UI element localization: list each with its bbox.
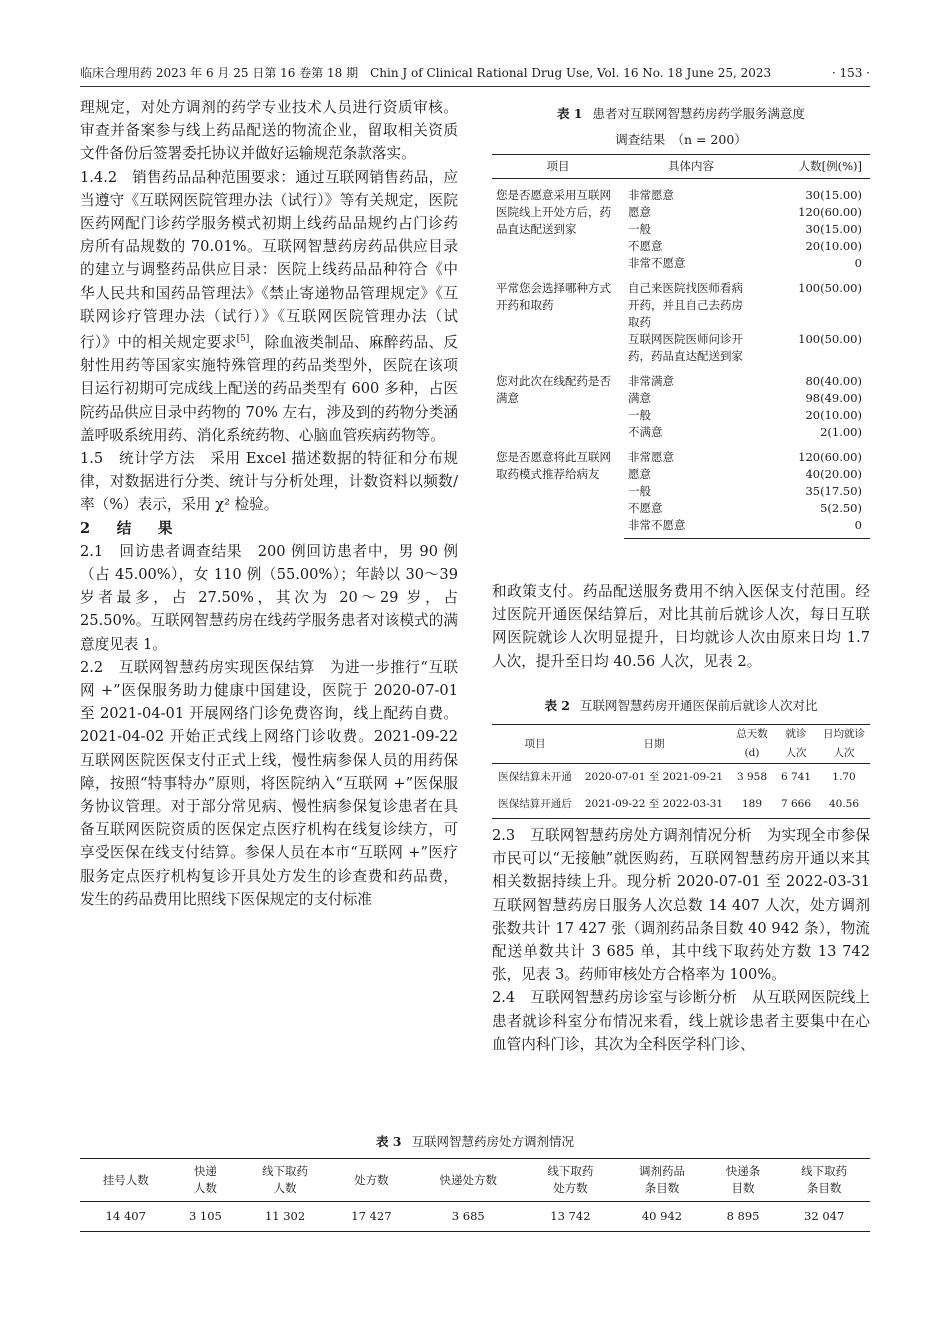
table1-content-cell: 愿意: [628, 205, 651, 219]
table1-count-cell: 5(2.50): [820, 501, 862, 515]
table1-count-cell: 120(60.00): [798, 205, 862, 219]
table3-cell: 32 047: [778, 1202, 870, 1232]
table1-title: 患者对互联网智慧药房药学服务满意度: [592, 106, 806, 121]
table1-content-cell: 不满意: [628, 425, 663, 439]
table3-header-line: 挂号人数: [102, 1172, 149, 1187]
table1-count-cell: 100(50.00): [798, 281, 862, 295]
table3-header-line: 人数: [273, 1181, 297, 1195]
table1-content-cell: 满意: [628, 391, 651, 405]
table3-cell: 3 105: [172, 1202, 240, 1232]
table2-header-days-unit: (d): [730, 744, 774, 764]
table3-header-row: [80, 1159, 870, 1202]
table3-cell: 40 942: [616, 1202, 708, 1232]
table1-count-cell: 2(1.00): [820, 425, 862, 439]
table1-content-cell: 非常不愿意: [628, 256, 686, 270]
table3-label: 表 3: [375, 1134, 402, 1149]
table1-content-cell: 不愿意: [628, 239, 663, 253]
table3-header-line: 条目数: [806, 1181, 842, 1195]
paragraph-qualification: 理规定，对处方调剂的药学专业技术人员进行资质审核。审查并备案参与线上药品配送的物流企业，留取相关资质文件备份后签署委托协议并做好运输规范条款落实。: [80, 99, 458, 163]
table1-content-cell: 互联网医院医师问诊开药，药品直达配送到家: [628, 332, 743, 363]
table1-header-count: 人数[例(%)]: [758, 155, 870, 179]
table2-header-visits-unit: 人次: [774, 744, 818, 764]
table1-content-cell: 一般: [628, 484, 651, 498]
paragraph-1-4-2-continued: ，除血液类制品、麻醉药品、反射性用药等国家实施特殊管理的药品类型外，医院在该项目运行初期可完成线上配送的药品类型有 600 多种，占医院药品供应目录中药物的 70% 左右，涉及到的药物分类涵盖呼吸系统用药、消化系统药物、心脑血管疾病药物等。: [80, 333, 458, 444]
paragraph-policy-payment: 和政策支付。药品配送服务费用不纳入医保支付范围。经过医院开通医保结算后，对比其前后就诊人次，每日互联网医院就诊人次明显提升，日均就诊人次由原来日均 1.7 人次，提升至日均 40.56 人次，见表 2。: [492, 583, 870, 670]
table1-item-cell: 平常您会选择哪种方式开药和取药: [496, 281, 611, 312]
table3-cell: 3 685: [412, 1202, 525, 1232]
table2-cell: 3 958: [736, 771, 768, 783]
table3-header-line: 目数: [731, 1181, 755, 1195]
table1-count-cell: 80(40.00): [805, 374, 862, 388]
table1-content-cell: 非常不愿意: [624, 517, 758, 539]
table1-content-cell: 一般: [628, 408, 651, 422]
table3-header-line: 线下取药: [262, 1164, 309, 1178]
table1-count-cell: 100(50.00): [798, 332, 862, 346]
table3-header-line: 快递处方数: [439, 1172, 497, 1187]
header-rule: [80, 86, 870, 87]
table-row: [492, 441, 870, 466]
table-row: [492, 179, 870, 205]
paragraph-1-5-statistics: 1.5 统计学方法 采用 Excel 描述数据的特征和分布规律，对数据进行分类、统计与分析处理，计数资料以频数/率（%）表示，采用 χ² 检验。: [80, 449, 458, 514]
right-column-lower: [492, 824, 870, 1056]
table1: [492, 154, 870, 539]
table3-header-line: 条目数: [644, 1181, 680, 1195]
table3-header-line: 人数: [193, 1181, 217, 1195]
paragraph-1-4-2: [80, 166, 458, 447]
table3-cell: 14 407: [80, 1202, 172, 1232]
table2-cell: 40.56: [818, 791, 870, 819]
table1-count-cell: 30(15.00): [805, 188, 862, 202]
table1-content-cell: 一般: [628, 222, 651, 236]
table2-label: 表 2: [544, 698, 571, 713]
table1-header-content: 具体内容: [624, 155, 758, 179]
table3-header-cell: [412, 1159, 525, 1202]
table2-header-days: 总天数: [730, 725, 774, 745]
table1-count-cell: 0: [854, 256, 862, 270]
table1-count-cell: 98(49.00): [805, 391, 862, 405]
table1-count-cell: 30(15.00): [805, 222, 862, 236]
table1-item-cell: 您是否愿意采用互联网医院线上开处方后，药品直达配送到家: [496, 188, 611, 236]
table1-body: [492, 179, 870, 539]
table3-header-cell: [172, 1159, 240, 1202]
table-row: [80, 1202, 870, 1232]
table2-cell: 医保结算开通后: [492, 791, 578, 819]
table2-title: 互联网智慧药房开通医保前后就诊人次对比: [580, 698, 818, 713]
table3-header-line: 线下取药: [547, 1164, 594, 1178]
table1-count-cell: 20(10.00): [805, 408, 862, 422]
table3-cell: 13 742: [525, 1202, 617, 1232]
table3-header-cell: [331, 1159, 412, 1202]
table2-header-item: 项目: [492, 725, 578, 764]
table3-cell: 8 895: [708, 1202, 779, 1232]
paragraph-2-2: 2.2 互联网智慧药房实现医保结算 为进一步推行“互联网 +”医保服务助力健康中国建设，医院于 2020-07-01 至 2021-04-01 开展网络门诊免费咨询，线上配药自费。2021-04-02 开始正式线上网络门诊收费。2021-09-22 互联网医院医保支付正式上线，慢性病参保人员的用药保障，按照“特事特办”原则，将医院纳入“互联网 +”医保服务协议管理。对于部分常见病、慢性病参保复诊患者在具备互联网医院资质的医保定点医疗机构在线复诊续方，可享受医保在线支付结算。参保人员在本市“互联网 +”医疗服务定点医疗机构复诊开具处方发生的诊查费和药品费，发生的药品费用比照线下医保规定的支付标准: [80, 658, 458, 908]
table-row: [492, 272, 870, 331]
table3: [80, 1158, 870, 1232]
table3-header-cell: [525, 1159, 617, 1202]
table3-header-cell: [778, 1159, 870, 1202]
table3-cell: 17 427: [331, 1202, 412, 1232]
right-column-upper: [492, 580, 870, 673]
table2-cell: 6 741: [780, 771, 812, 783]
paragraph-2-1: 2.1 回访患者调查结果 200 例回访患者中，男 90 例（占 45.00%），女 110 例（55.00%）；年龄以 30～39 岁者最多，占 27.50%，其次为 20～29 岁，占 25.50%。互联网智慧药房在线药学服务患者对该模式的满意度见表 1。: [80, 542, 458, 653]
table-row: [492, 365, 870, 390]
running-header: [80, 64, 870, 82]
table3-header-cell: [708, 1159, 779, 1202]
table3-header-cell: [616, 1159, 708, 1202]
table1-count-cell: 40(20.00): [805, 467, 862, 481]
table3-header-line: 处方数: [354, 1172, 389, 1187]
table2-cell: 1.70: [832, 771, 856, 783]
table3-header-line: 线下取药: [801, 1164, 848, 1178]
left-column: [80, 96, 458, 911]
citation-ref: [5]: [236, 334, 250, 345]
table2-header-row-top: [492, 725, 870, 745]
section-heading-results: 2 结 果: [80, 519, 179, 537]
table1-content-cell: 非常满意: [628, 374, 674, 388]
table2-cell: 2020-07-01 至 2021-09-21: [584, 771, 724, 783]
table2-cell: 医保结算未开通: [498, 771, 572, 783]
table1-label: 表 1: [556, 106, 583, 121]
table1-caption: [492, 104, 870, 150]
table2-header-daily: 日均就诊: [818, 725, 870, 745]
table-row: [492, 791, 870, 819]
table2-cell: 2021-09-22 至 2022-03-31: [578, 791, 730, 819]
table1-item-cell: 您是否愿意将此互联网取药模式推荐给病友: [496, 450, 611, 481]
table1-count-cell: 35(17.50): [805, 484, 862, 498]
table1-content-cell: 非常愿意: [628, 450, 674, 464]
paragraph-2-4: 2.4 互联网智慧药房诊室与诊断分析 从互联网医院线上患者就诊科室分布情况来看，线上就诊患者主要集中在心血管内科门诊，其次为全科医学科门诊、: [492, 989, 870, 1053]
table1-content-cell: 不愿意: [628, 501, 663, 515]
table2-cell: 7 666: [774, 791, 818, 819]
table2-header-date: 日期: [578, 725, 730, 764]
table1-subtitle: 调查结果 （n = 200）: [615, 132, 747, 147]
table1-content-cell: 非常愿意: [628, 188, 674, 202]
table1-content-cell: 愿意: [628, 467, 651, 481]
table3-header-cell: [80, 1159, 172, 1202]
table3-header-cell: [239, 1159, 331, 1202]
paragraph-2-3: 2.3 互联网智慧药房处方调剂情况分析 为实现全市参保市民可以“无接触”就医购药，互联网智慧药房开通以来其相关数据持续上升。现分析 2020-07-01 至 2022-03-31 互联网智慧药房日服务人次总数 14 407 人次，处方调剂张数共计 17 427 张（调剂药品条目数 40 942 条），物流配送单数共计 3 685 单，其中线下取药处方数 13 742 张，见表 3。药师审核处方合格率为 100%。: [492, 827, 870, 984]
table3-header-line: 快递条: [725, 1164, 761, 1178]
table1-item-cell: 您对此次在线配药是否满意: [496, 374, 611, 405]
table2-cell: 189: [730, 791, 774, 819]
table3-header-line: 处方数: [553, 1181, 588, 1195]
page-number: · 153 ·: [831, 66, 870, 80]
table3-header-line: 快递: [193, 1164, 217, 1178]
table1-content-cell: 自己来医院找医师看病开药，并且自己去药房取药: [628, 281, 743, 329]
table1-header-item: 项目: [492, 155, 624, 179]
table3-caption: [80, 1132, 870, 1152]
table2: [492, 724, 870, 819]
table3-cell: 11 302: [239, 1202, 331, 1232]
table1-count-cell: 20(10.00): [805, 239, 862, 253]
journal-citation: 临床合理用药 2023 年 6 月 25 日第 16 卷第 18 期 Chin J of Clinical Rational Drug Use, Vol. 16 No. 18 June 25, 2023: [80, 66, 772, 80]
table1-header-row: [492, 155, 870, 179]
table3-title: 互联网智慧药房处方调剂情况: [411, 1134, 575, 1149]
paragraph-1-4-2-text: 1.4.2 销售药品品种范围要求：通过互联网销售药品，应当遵守《互联网医院管理办法（试行）》等有关规定，医院医药网配门诊药学服务模式初期上线药品品规约占门诊药房所有品规数的 70.01%。互联网智慧药房药品供应目录的建立与调整药品供应目录：医院上线药品品种符合《中华人民共和国药品管理法》《禁止寄递物品管理规定》《互联网诊疗管理办法（试行）》《互联网医院管理办法（试行）》中的相关规定要求: [80, 168, 458, 351]
table2-caption: [492, 696, 870, 716]
table1-count-cell: 120(60.00): [798, 450, 862, 464]
table2-header-daily-unit: 人次: [818, 744, 870, 764]
table2-header-visits: 就诊: [774, 725, 818, 745]
table1-count-cell: 0: [758, 517, 870, 539]
table3-header-line: 调剂药品: [638, 1164, 685, 1178]
table-row: [492, 764, 870, 792]
